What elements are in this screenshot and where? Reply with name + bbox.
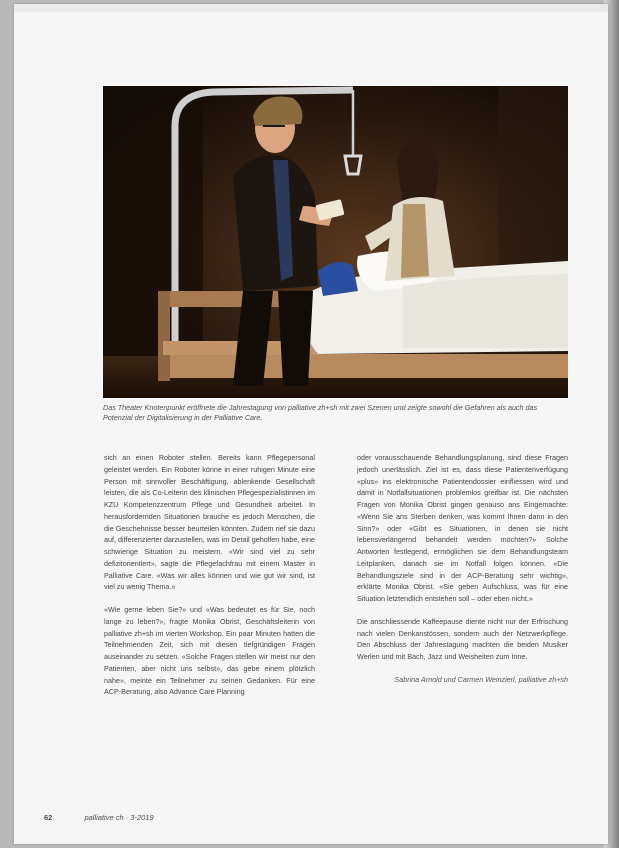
paragraph: oder vorausschauende Behandlungsplanung, sind diese Fragen jedoch unerlässlich. Ziel ist es, dass diese Patientenverfügung «plus» ins elektronische Patientendossier einfliessen wird und damit in Notfallsituationen problemlos greifbar ist. Die nächsten Fragen von Monika Obrist gingen genauso ans Eingemachte: «Wenn Sie ans Sterben denken, was kommt Ihnen dann in den Sinn?» oder «Gibt es Situationen, in denen sie nicht lebensverlängernd behandelt werden möchten?» Solche Antworten festlegend, ermöglichen sie dem Behandlungsteam Leitplanken, danach sie im Notfall folgen können. «Die Behandlungsziele sind in der ACP-Beratung sehr wichtig», erklärte Monika Obrist. «Sie geben Aufschluss, was für eine Situation letztendlich entstehen soll – oder eben nicht.» [357, 453, 568, 603]
paragraph: Die anschliessende Kaffeepause diente nicht nur der Erfrischung nach vielen Denkanstössen, sondern auch der Netzwerkpflege. Den Abschluss der Jahrestagung machten die beiden Musiker Werlen und mit Bach, Jazz und Weisheiten zum Inne. [357, 616, 568, 661]
author-line: Sabrina Arnold und Carmen Weinzierl, palliative zh+sh [394, 674, 568, 684]
theater-scene-photo [103, 86, 568, 398]
page-number: 62 [44, 813, 53, 822]
page-footer [44, 813, 154, 822]
page-top-band [14, 4, 608, 12]
magazine-title: palliative ch · 3-2019 [84, 813, 154, 822]
paragraph: «Wie gerne leben Sie?» und «Was bedeutet es für Sie, noch lange zu leben?», fragte Monika Obrist, Geschäftsleiterin von palliative zh+sh im vierten Workshop. Ein paar Minuten hatten die Teilnehmenden Zeit, sich mit diesen tiefgründigen Fragen auseinander zu setzen. «Solche Fragen stellen wir meist nur den Patienten, aber nicht uns selbst», das gebe einem plötzlich nahe», meinte ein Teilnehmer zu seinen Gedanken. Für eine ACP-Beratung, also Advance Care Planning [104, 605, 315, 697]
article-column-left [104, 452, 315, 709]
paragraph: sich an einen Roboter stellen. Bereits kann Pflegepersonal geleistet werden. Ein Roboter könne in einer ruhigen Minute eine Person mit sinnvoller Beschäftigung, ablenkende Gesellschaft leisten, die als Co-Leiterin des klinischen Pflegespezialistinnen im KZU Kompetenzzentrum Pflege und Gesundheit arbeitet. In herausfordernden Situationen brauche es jedoch Menschen, die die Geschehnisse besser beurteilen könnten. Zudem rief sie dazu auf, differenzierter darzustellen, was im Detail geholfen habe, eine schwierige Situation zu meistern. «Wir sind viel zu sehr defizitorientiert», sagte die Pflegefachfrau mit einem Master in Palliative Care. «Was wir alles können und wie gut wir sind, ist viel zu wenig Thema.» [104, 453, 315, 592]
article-column-right [357, 452, 568, 697]
photo-caption: Das Theater Knotenpunkt eröffnete die Jahrestagung von palliative zh+sh mit zwei Szenen und zeigte sowohl die Gefahren als auch das Potenzial der Digitalisierung in der Palliative Care. [103, 403, 538, 422]
